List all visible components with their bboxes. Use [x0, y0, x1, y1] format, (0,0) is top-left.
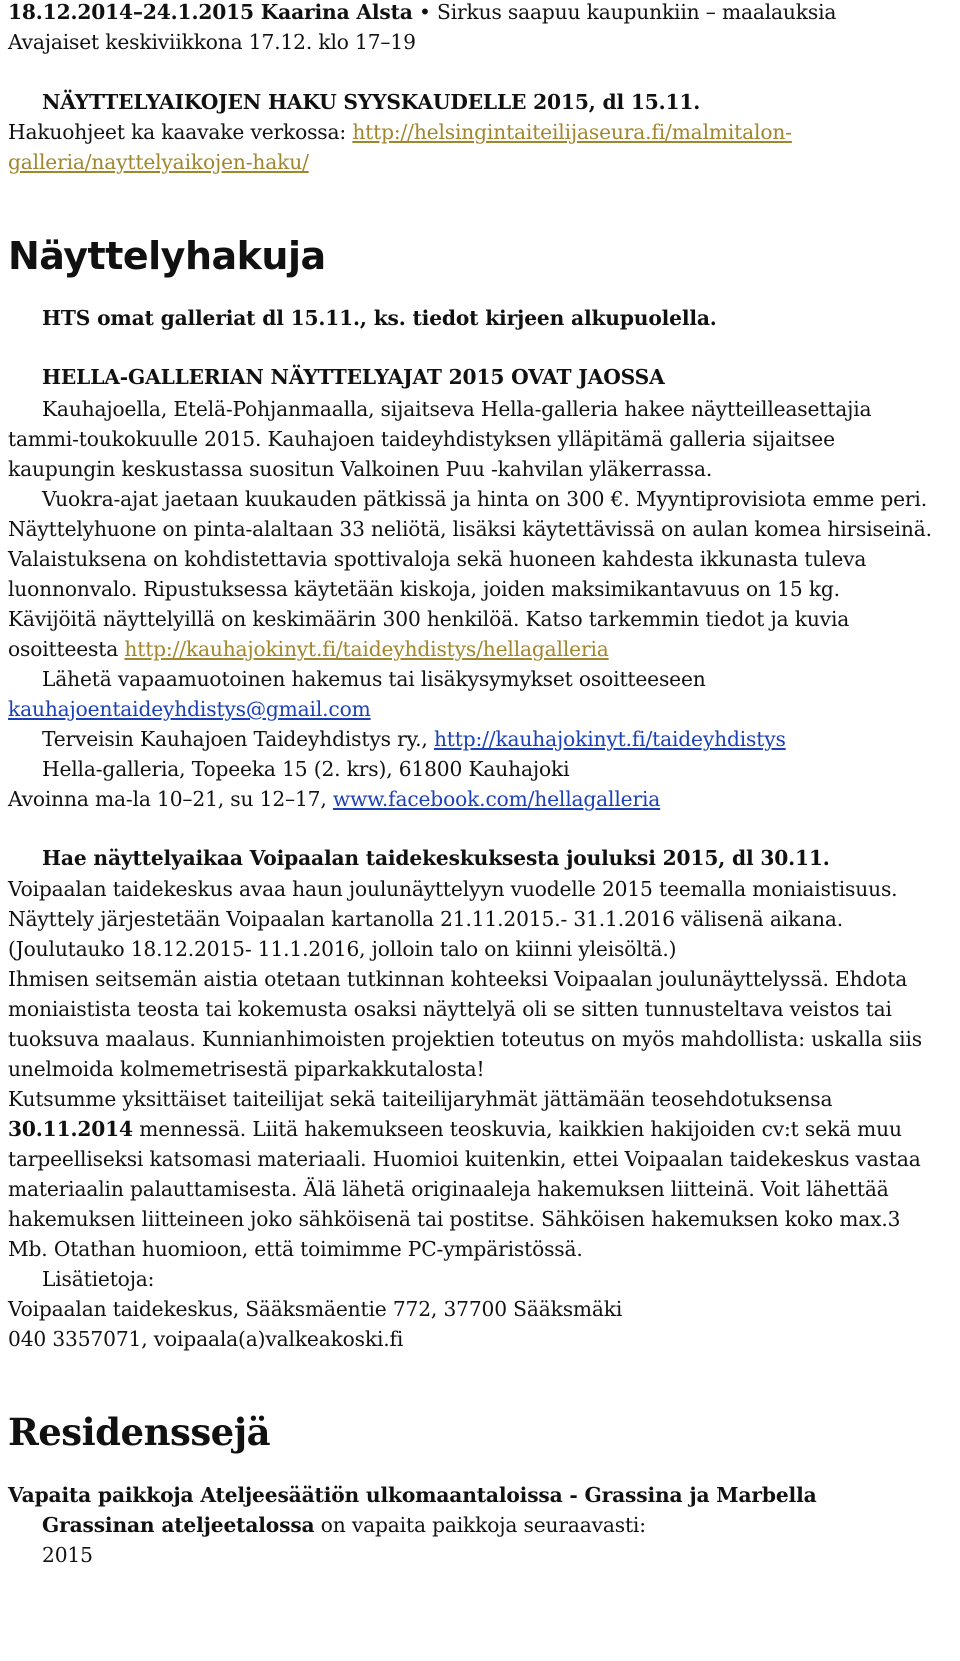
voipaala-title: Hae näyttelyaikaa Voipaalan taidekeskuksesta jouluksi 2015, dl 30.11.: [42, 846, 830, 870]
voipaala-text-6: tuoksuva maalaus. Kunnianhimoisten projektien toteutus on myös mahdollista: uskalla siis: [8, 1027, 922, 1051]
voipaala-text-8: Kutsumme yksittäiset taiteilijat sekä taiteilijaryhmät jättämään teosehdotuksensa: [8, 1087, 833, 1111]
call-title: NÄYTTELYAIKOJEN HAKU SYYSKAUDELLE 2015, dl 15.11.: [42, 90, 701, 114]
voipaala-text-9: [8, 1114, 902, 1144]
exhibition-dates-artist: 18.12.2014–24.1.2015 Kaarina Alsta: [8, 0, 413, 24]
grassina-name: Grassinan ateljeetalossa: [42, 1513, 315, 1537]
taideyhdistys-link[interactable]: http://kauhajokinyt.fi/taideyhdistys: [433, 727, 786, 751]
residency-year: 2015: [42, 1543, 93, 1567]
hella-hours: Avoinna ma-la 10–21, su 12–17,: [8, 787, 333, 811]
hella-text-2: tammi-toukokuulle 2015. Kauhajoen taideyhdistyksen ylläpitämä galleria sijaitsee: [8, 427, 835, 451]
hella-email-link[interactable]: kauhajoentaideyhdistys@gmail.com: [8, 697, 371, 721]
voipaala-text-12: hakemuksen liitteineen joko sähköisenä tai postitse. Sähköisen hakemuksen koko max.3: [8, 1207, 901, 1231]
call-text-line: [8, 117, 792, 147]
voipaala-text-1: Voipaalan taidekeskus avaa haun joulunäyttelyyn vuodelle 2015 teemalla moniaistisuus.: [8, 877, 898, 901]
hts-note: HTS omat galleriat dl 15.11., ks. tiedot kirjeen alkupuolella.: [42, 306, 717, 330]
voipaala-text-13: Mb. Otathan huomioon, että toimimme PC-ympäristössä.: [8, 1237, 583, 1261]
call-text: Hakuohjeet ka kaavake verkossa:: [8, 120, 353, 144]
voipaala-text-4: Ihmisen seitsemän aistia otetaan tutkinnan kohteeksi Voipaalan joulunäyttelyssä. Ehdota: [8, 967, 908, 991]
hella-text-9-prefix: osoitteesta: [8, 637, 125, 661]
hella-address: Hella-galleria, Topeeka 15 (2. krs), 61800 Kauhajoki: [42, 757, 570, 781]
hella-hours-line: [8, 784, 660, 814]
voipaala-text-9-rest: mennessä. Liitä hakemukseen teoskuvia, kaikkien hakijoiden cv:t sekä muu: [132, 1117, 902, 1141]
call-link[interactable]: http://helsingintaiteilijaseura.fi/malmitalon-: [352, 120, 792, 144]
voipaala-text-5: moniaistista teosta tai kokemusta osaksi näyttelyä oli se sitten tunnusteltava veistos tai: [8, 997, 892, 1021]
voipaala-text-10: tarpeelliseksi katsomasi materiaali. Huomioi kuitenkin, ettei Voipaalan taidekeskus vastaa: [8, 1147, 921, 1171]
hella-text-8: Kävijöitä näyttelyillä on keskimäärin 300 henkilöä. Katso tarkemmin tiedot ja kuvia: [8, 607, 850, 631]
exhibition-title: • Sirkus saapuu kaupunkiin – maalauksia: [412, 0, 837, 24]
hella-text-3: kaupungin keskustassa suositun Valkoinen Puu -kahvilan yläkerrassa.: [8, 457, 713, 481]
hella-text-1: Kauhajoella, Etelä-Pohjanmaalla, sijaitseva Hella-galleria hakee näytteilleasettajia: [42, 397, 872, 421]
voipaala-more-info-label: Lisätietoja:: [42, 1267, 155, 1291]
voipaala-text-2: Näyttely järjestetään Voipaalan kartanolla 21.11.2015.- 31.1.2016 välisenä aikana.: [8, 907, 843, 931]
hella-text-4: Vuokra-ajat jaetaan kuukauden pätkissä ja hinta on 300 €. Myyntiprovisiota emme peri.: [42, 487, 927, 511]
voipaala-text-11: materiaalin palauttamisesta. Älä lähetä originaaleja hakemuksen liitteinä. Voit lähettää: [8, 1177, 889, 1201]
call-link-continued-line: [8, 147, 309, 177]
voipaala-deadline: 30.11.2014: [8, 1117, 133, 1141]
hella-title: HELLA-GALLERIAN NÄYTTELYAJAT 2015 OVAT JAOSSA: [42, 365, 665, 389]
hella-text-9: [8, 634, 609, 664]
voipaala-text-3: (Joulutauko 18.12.2015- 11.1.2016, jolloin talo on kiinni yleisöltä.): [8, 937, 677, 961]
hella-text-6: Valaistuksena on kohdistettavia spottivaloja sekä huoneen kahdesta ikkunasta tuleva: [8, 547, 867, 571]
opening-line: Avajaiset keskiviikkona 17.12. klo 17–19: [8, 30, 416, 54]
hella-greeting: Terveisin Kauhajoen Taideyhdistys ry.,: [42, 727, 434, 751]
section-heading-nayttelyhakuja: Näyttelyhakuja: [8, 234, 326, 278]
grassina-line: [42, 1510, 646, 1540]
call-link-continued[interactable]: galleria/nayttelyaikojen-haku/: [8, 150, 309, 174]
residency-title: Vapaita paikkoja Ateljeesäätiön ulkomaantaloissa - Grassina ja Marbella: [8, 1483, 817, 1507]
facebook-link[interactable]: www.facebook.com/hellagalleria: [332, 787, 661, 811]
hella-email-line: [8, 694, 371, 724]
hella-text-12: [42, 724, 786, 754]
voipaala-address: Voipaalan taidekeskus, Sääksmäentie 772, 37700 Sääksmäki: [8, 1297, 623, 1321]
voipaala-contact: 040 3357071, voipaala(a)valkeakoski.fi: [8, 1327, 404, 1351]
section-heading-residensseja: Residenssejä: [8, 1410, 271, 1454]
grassina-text: on vapaita paikkoja seuraavasti:: [314, 1513, 646, 1537]
hella-text-5: Näyttelyhuone on pinta-alaltaan 33 neliötä, lisäksi käytettävissä on aulan komea hirsiseinä.: [8, 517, 932, 541]
hella-text-7: luonnonvalo. Ripustuksessa käytetään kiskoja, joiden maksimikantavuus on 15 kg.: [8, 577, 840, 601]
hella-text-10: Lähetä vapaamuotoinen hakemus tai lisäkysymykset osoitteeseen: [42, 667, 706, 691]
voipaala-text-7: unelmoida kolmemetrisestä piparkakkutalosta!: [8, 1057, 485, 1081]
exhibition-line: [8, 0, 836, 27]
hella-gallery-link[interactable]: http://kauhajokinyt.fi/taideyhdistys/hellagalleria: [124, 637, 609, 661]
